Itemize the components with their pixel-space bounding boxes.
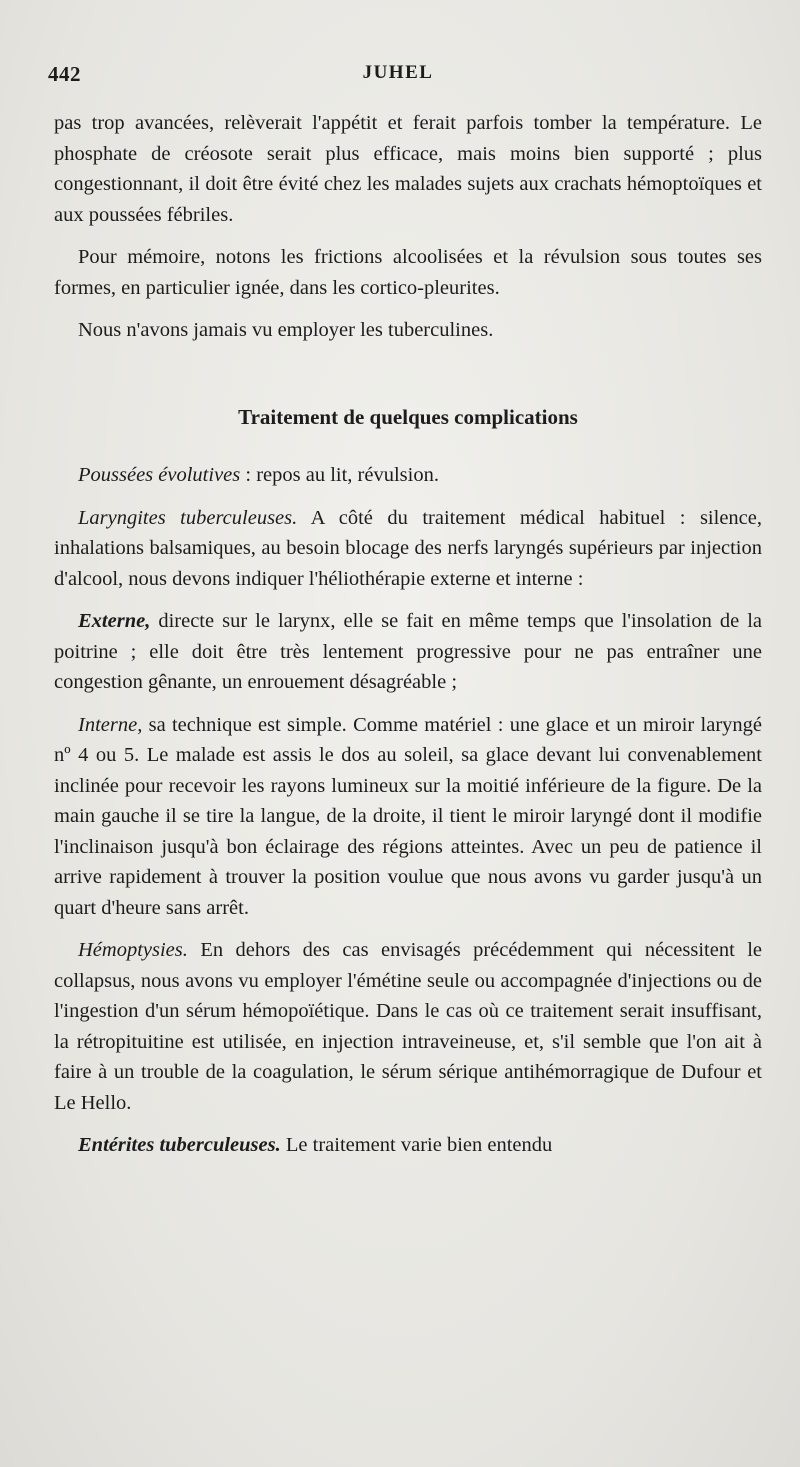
term-laryngites: Laryngites tuberculeuses. — [78, 506, 298, 529]
term-interne: Interne, — [78, 713, 143, 736]
page-number: 442 — [48, 62, 81, 86]
text-poussees: : repos au lit, révulsion. — [240, 464, 439, 486]
term-externe: Externe, — [78, 610, 151, 632]
text-hemoptysies: En dehors des cas envisagés précédemment qui nécessitent le collapsus, nous avons vu employer l'émétine seule ou accompagnée d'injections ou de l'ingestion d'un sérum hémopoïétique. Dans le cas où ce traitement serait insuffisant, la rétropituitine est utilisée, en injection intraveineuse, et, s'il semble que l'on ait à faire à un trouble de la coagulation, le sérum sérique antihémorragique de Dufour et Le Hello. — [54, 939, 762, 1114]
text-enterites: Le traitement varie bien entendu — [280, 1134, 553, 1156]
paragraph-poussees — [54, 460, 762, 491]
paragraph-interne — [54, 710, 762, 924]
page-body — [54, 108, 762, 1173]
paragraph-hemoptysies — [54, 935, 762, 1118]
paragraph-laryngites — [54, 503, 762, 595]
text-laryngites: A côté du traitement médical habituel : silence, inhalations balsamiques, au besoin blocage des nerfs laryngés supérieurs par injection d'alcool, nous devons indiquer l'héliothérapie externe et interne : — [54, 506, 762, 590]
paragraph-enterites — [54, 1130, 762, 1161]
term-enterites: Entérites tuberculeuses. — [78, 1134, 281, 1156]
text-externe: directe sur le larynx, elle se fait en même temps que l'insolation de la poitrine ; elle doit être très lentement progressive pour ne pas entraîner une congestion gênante, un enrouement désagréable ; — [54, 610, 762, 693]
text-interne: sa technique est simple. Comme matériel : une glace et un miroir laryngé nº 4 ou 5. Le malade est assis le dos au soleil, sa glace devant lui convenablement inclinée pour recevoir les rayons lumineux sur la moitié inférieure de la figure. De la main gauche il se tire la langue, de la droite, il tient le miroir laryngé dont il modifie l'inclinaison jusqu'à bon éclairage des régions atteintes. Avec un peu de patience il arrive rapidement à trouver la position voulue que nous avons vu garder jusqu'à un quart d'heure sans arrêt. — [54, 713, 762, 919]
term-poussees: Poussées évolutives — [78, 464, 241, 486]
section-heading: Traitement de quelques complications — [238, 404, 578, 429]
paragraph-externe — [54, 606, 762, 698]
term-hemoptysies: Hémoptysies. — [78, 939, 188, 961]
paragraph-continuation: pas trop avancées, relèverait l'appétit et ferait parfois tomber la température. Le phosphate de créosote serait plus efficace, mais moins bien supporté ; plus congestionnant, il doit être évité chez les malades sujets aux crachats hémoptoïques et aux poussées fébriles. — [54, 112, 762, 226]
paragraph-tuberculines: Nous n'avons jamais vu employer les tuberculines. — [78, 319, 494, 341]
paragraph-frictions: Pour mémoire, notons les frictions alcoolisées et la révulsion sous toutes ses formes, en particulier ignée, dans les cortico-pleurites. — [54, 246, 762, 299]
page-header — [48, 62, 748, 92]
running-title: JUHEL — [362, 62, 434, 83]
